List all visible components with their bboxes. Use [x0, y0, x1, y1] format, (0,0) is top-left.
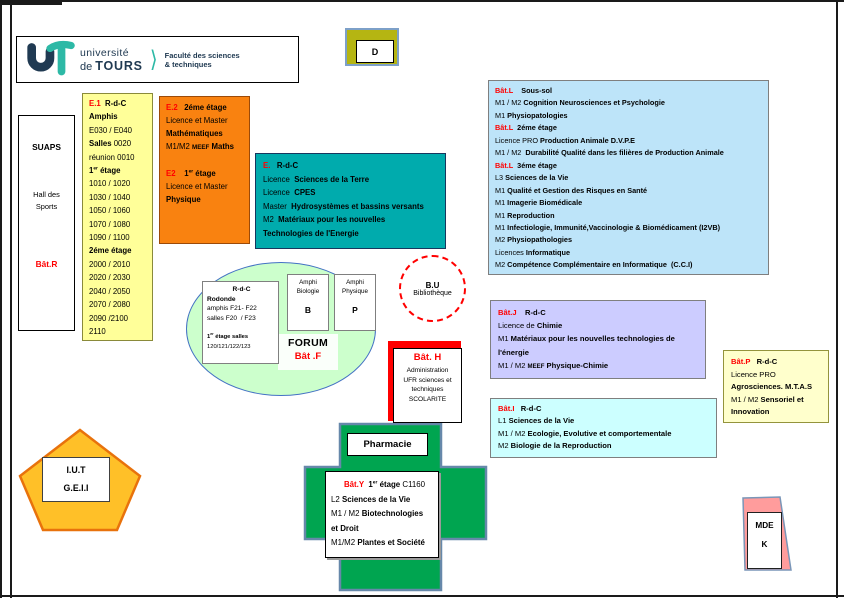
building-j-chimie: Bât.J R-d-C Licence de Chimie M1 Matériaux pour les nouvelles technologies de l'énergie M1 / M2 MEEF Physique-Chimie: [490, 300, 706, 379]
suaps-title: SUAPS: [32, 142, 61, 152]
suaps-bat-r-label: Bât.R: [35, 259, 58, 269]
logo-tours-text: de TOURS: [80, 58, 143, 73]
amphi-physique-box: [334, 274, 376, 331]
building-d: [345, 28, 399, 66]
building-p-agrosciences: Bât.P R-d-C Licence PRO Agrosciences. M.T.A.S M1 / M2 Sensoriel et Innovation: [723, 350, 829, 423]
iut-line1: I.U.T: [66, 465, 86, 475]
building-l-programs: Bât.L Sous-sol M1 / M2 Cognition Neurosciences et Psychologie M1 Physiopatologies Bât.L 2éme étage Licence PRO Production Animale D.V.P.E M1 / M2 Durabilité Qualité dans les filières de Production Animale Bât.L 3éme étage L3 Sciences de la Vie M1 Qualité et Gestion des Risques en Santé M1 Imagerie Biomédicale M1 Reproduction M1 Infectiologie, Immunité,Vaccinologie & Biomédicament (I2VB) M2 Physiopathologies Licences Informatique M2 Compétence Complémentaire en Informatique (C.C.I): [488, 80, 769, 275]
frame-line-left-edge: [0, 0, 2, 598]
forum-label: [278, 334, 338, 370]
amphi-biologie-box: [287, 274, 329, 331]
amphi-physique-letter: P: [352, 304, 358, 315]
rotonde-info-box: R-d-C Rodonde amphis F21- F22 salles F20 / F23 1er étage salles 120/121/122/123: [202, 281, 279, 364]
iut-line2: G.E.I.I: [63, 483, 89, 493]
mde-line1: MDE: [755, 521, 774, 530]
university-logo: [16, 36, 299, 83]
building-h-title: Bât. H: [413, 352, 442, 363]
building-e2-maths-physique: E.2 2éme étage Licence et Master Mathématiques M1/M2 MEEF Maths E2 1er étage Licence et Master Physique: [159, 96, 250, 244]
mde-line2: K: [761, 540, 768, 549]
building-suaps-hall-des-sports: [18, 115, 75, 331]
building-e1-rooms-list: E.1 R-d-C Amphis E030 / E040 Salles 0020 réunion 0010 1er étage 1010 / 1020 1030 / 1040 1050 / 1060 1070 / 1080 1090 / 1100 2éme étage 2000 / 2010 2020 / 2030 2040 / 2050 2070 / 2080 2090 /2100 2110: [82, 93, 153, 341]
logo-universite-text: université: [80, 46, 129, 59]
bu-subtitle: Bibliothèque: [413, 289, 452, 297]
amphi-biologie-line1: Amphi: [299, 279, 317, 286]
forum-bat-f-label: Bât .F: [294, 351, 322, 362]
pharmacie-label: Pharmacie: [347, 433, 428, 456]
building-h-lines: Administration UFR sciences et techniques SCOLARITE: [403, 366, 452, 404]
amphi-physique-line1: Amphi: [346, 279, 364, 286]
library-bu-circle: [399, 255, 466, 322]
frame-line-bottom: [0, 595, 844, 597]
forum-title: FORUM: [288, 337, 328, 349]
building-h-administration: [393, 348, 462, 423]
iut-geii-label: [42, 457, 110, 502]
amphi-physique-line2: Physique: [342, 287, 368, 295]
amphi-biologie-line2: Biologie: [296, 287, 320, 295]
brace-separator-icon: ⟩: [149, 47, 158, 73]
frame-line-top: [0, 0, 844, 2]
suaps-line2: Sports: [35, 202, 58, 211]
building-i-sciences-vie: Bât.I R-d-C L1 Sciences de la Vie M1 / M2 Ecologie, Evolutive et comportementale M2 Biologie de la Reproduction: [490, 398, 717, 458]
frame-line-left: [10, 0, 12, 598]
suaps-line1: Hall des: [33, 190, 60, 199]
bu-title: B.U: [425, 280, 440, 290]
building-d-label: D: [356, 40, 394, 63]
logo-wordmark: [80, 47, 143, 73]
university-tours-logo-icon: [23, 40, 75, 80]
building-e-sciences-terre: E. R-d-C Licence Sciences de la Terre Licence CPES Master Hydrosystèmes et bassins versants M2 Matériaux pour les nouvelles Technologies de l'Energie: [255, 153, 446, 249]
mde-k-label: [747, 512, 782, 569]
building-y-programs: Bât.Y 1er étage C1160 L2 Sciences de la Vie M1 / M2 Biotechnologies et Droit M1/M2 Plantes et Société: [325, 471, 439, 558]
faculty-name: Faculté des sciences & techniques: [164, 50, 240, 69]
amphi-biologie-letter: B: [304, 304, 312, 315]
frame-line-right: [836, 0, 838, 598]
